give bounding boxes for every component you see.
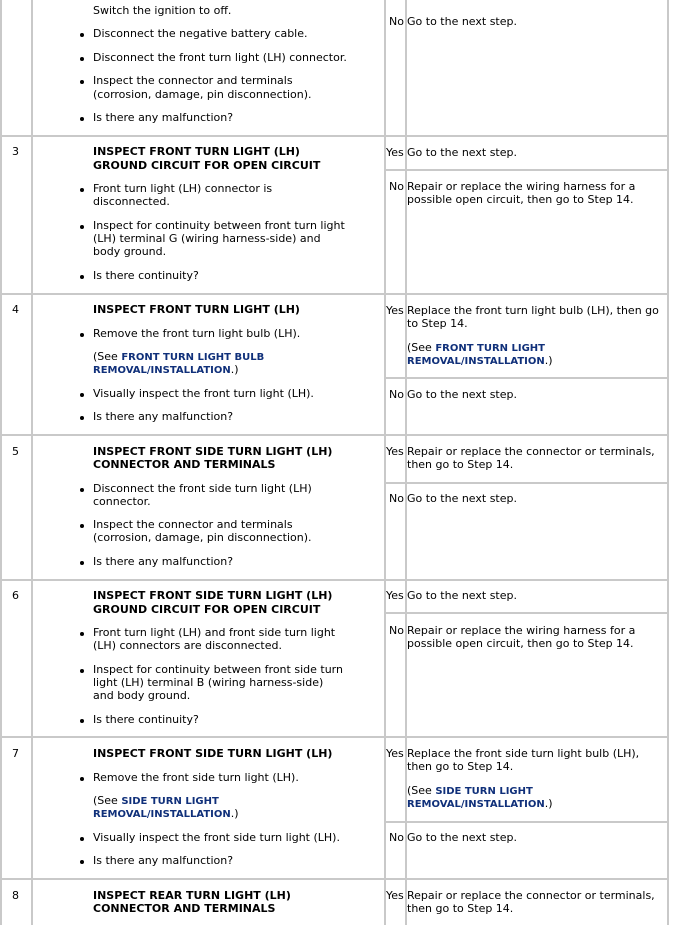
action-text: Remove the front turn light bulb (LH). [93,327,301,340]
step-title: INSPECT FRONT TURN LIGHT (LH) [93,145,300,158]
bullet [80,393,84,397]
action-text: body ground. [93,245,167,258]
reference-link[interactable]: REMOVAL/INSTALLATION [407,799,545,810]
step-title: INSPECT FRONT SIDE TURN LIGHT (LH) [93,747,333,760]
step-title: GROUND CIRCUIT FOR OPEN CIRCUIT [93,603,321,616]
result-text: Go to the next step. [407,388,517,401]
grid-line-action [384,0,386,925]
action-text: Remove the front side turn light (LH). [93,771,299,784]
action-text: Is there continuity? [93,713,199,726]
action-text: (LH) terminal G (wiring harness-side) and [93,232,321,245]
bullet [80,33,84,37]
result-text: Replace the front side turn light bulb (LH), [407,747,640,760]
bullet [80,80,84,84]
result-text: to Step 14. [407,317,468,330]
see-prefix: (See [93,350,122,363]
action-text: Disconnect the front turn light (LH) connector. [93,51,347,64]
action-text: Is there continuity? [93,269,199,282]
step-number: 4 [12,303,19,316]
result-text: Repair or replace the wiring harness for a [407,180,636,193]
step-number: 8 [12,889,19,902]
see-reference [407,797,553,812]
bullet [80,719,84,723]
step-number: 6 [12,589,19,602]
see-reference [93,363,239,378]
step-number: 3 [12,145,19,158]
result-text: then go to Step 14. [407,902,514,915]
step-title: INSPECT FRONT SIDE TURN LIGHT (LH) [93,445,333,458]
result-answer: No [389,15,404,28]
result-answer: No [389,388,404,401]
row-separator [0,736,669,738]
reference-link[interactable]: FRONT TURN LIGHT [435,343,545,354]
reference-link[interactable]: REMOVAL/INSTALLATION [93,365,231,376]
result-text: Go to the next step. [407,492,517,505]
bullet [80,777,84,781]
result-text: possible open circuit, then go to Step 14. [407,637,634,650]
action-text: light (LH) terminal B (wiring harness-side) [93,676,324,689]
result-separator [384,821,669,823]
action-text: disconnected. [93,195,170,208]
result-answer: Yes [386,304,404,317]
result-text: Repair or replace the wiring harness for a [407,624,636,637]
result-text: possible open circuit, then go to Step 14. [407,193,634,206]
row-separator [0,434,669,436]
reference-link[interactable]: SIDE TURN LIGHT [121,796,219,807]
see-prefix: (See [407,784,436,797]
action-text: Inspect for continuity between front side turn [93,663,343,676]
action-text: and body ground. [93,689,191,702]
reference-link[interactable]: SIDE TURN LIGHT [435,786,533,797]
bullet [80,225,84,229]
bullet [80,860,84,864]
result-text: Go to the next step. [407,146,517,159]
result-separator [384,169,669,171]
reference-link[interactable]: FRONT TURN LIGHT BULB [121,352,265,363]
result-text: then go to Step 14. [407,760,514,773]
action-text: (LH) connectors are disconnected. [93,639,282,652]
row-separator [0,878,669,880]
action-text: Inspect for continuity between front turn light [93,219,345,232]
step-title: CONNECTOR AND TERMINALS [93,902,276,915]
result-text: Go to the next step. [407,15,517,28]
action-text: Inspect the connector and terminals [93,74,293,87]
action-text: Visually inspect the front side turn light (LH). [93,831,340,844]
action-text: Is there any malfunction? [93,111,234,124]
action-text: connector. [93,495,151,508]
action-text: Is there any malfunction? [93,555,234,568]
reference-link[interactable]: REMOVAL/INSTALLATION [407,356,545,367]
result-separator [384,612,669,614]
bullet [80,524,84,528]
grid-line-left [0,0,2,925]
step-title: INSPECT REAR TURN LIGHT (LH) [93,889,291,902]
step-title: GROUND CIRCUIT FOR OPEN CIRCUIT [93,159,321,172]
result-text: Replace the front turn light bulb (LH), then go [407,304,659,317]
bullet [80,188,84,192]
result-text: Go to the next step. [407,831,517,844]
action-text: Is there any malfunction? [93,410,234,423]
see-reference [407,354,553,369]
bullet [80,275,84,279]
result-text: Go to the next step. [407,589,517,602]
result-separator [384,482,669,484]
bullet [80,333,84,337]
result-answer: Yes [386,589,404,602]
step-number: 7 [12,747,19,760]
result-answer: Yes [386,445,404,458]
result-answer: Yes [386,146,404,159]
result-answer: Yes [386,889,404,902]
see-suffix: .) [544,354,553,367]
bullet [80,416,84,420]
see-suffix: .) [230,363,239,376]
grid-line-step [31,0,33,925]
action-text: Inspect the connector and terminals [93,518,293,531]
result-text: then go to Step 14. [407,458,514,471]
bullet [80,117,84,121]
action-text: Switch the ignition to off. [93,4,232,17]
result-separator [384,377,669,379]
see-prefix: (See [407,341,436,354]
result-answer: No [389,180,404,193]
row-separator [0,579,669,581]
reference-link[interactable]: REMOVAL/INSTALLATION [93,809,231,820]
bullet [80,669,84,673]
bullet [80,561,84,565]
action-text: Is there any malfunction? [93,854,234,867]
action-text: Front turn light (LH) and front side turn light [93,626,336,639]
row-separator [0,135,669,137]
result-text: Repair or replace the connector or terminals, [407,889,655,902]
step-number: 5 [12,445,19,458]
action-text: Disconnect the front side turn light (LH) [93,482,312,495]
result-answer: No [389,831,404,844]
bullet [80,632,84,636]
action-text: Visually inspect the front turn light (LH). [93,387,314,400]
result-text: Repair or replace the connector or terminals, [407,445,655,458]
action-text: Disconnect the negative battery cable. [93,27,308,40]
result-answer: Yes [386,747,404,760]
see-suffix: .) [544,797,553,810]
step-title: CONNECTOR AND TERMINALS [93,458,276,471]
bullet [80,57,84,61]
result-answer: No [389,624,404,637]
grid-line-right [667,0,669,925]
row-separator [0,293,669,295]
bullet [80,837,84,841]
action-text: (corrosion, damage, pin disconnection). [93,88,312,101]
see-prefix: (See [93,794,122,807]
see-reference [93,807,239,822]
action-text: (corrosion, damage, pin disconnection). [93,531,312,544]
see-suffix: .) [230,807,239,820]
action-text: Front turn light (LH) connector is [93,182,273,195]
bullet [80,488,84,492]
result-answer: No [389,492,404,505]
step-title: INSPECT FRONT SIDE TURN LIGHT (LH) [93,589,333,602]
step-title: INSPECT FRONT TURN LIGHT (LH) [93,303,300,316]
